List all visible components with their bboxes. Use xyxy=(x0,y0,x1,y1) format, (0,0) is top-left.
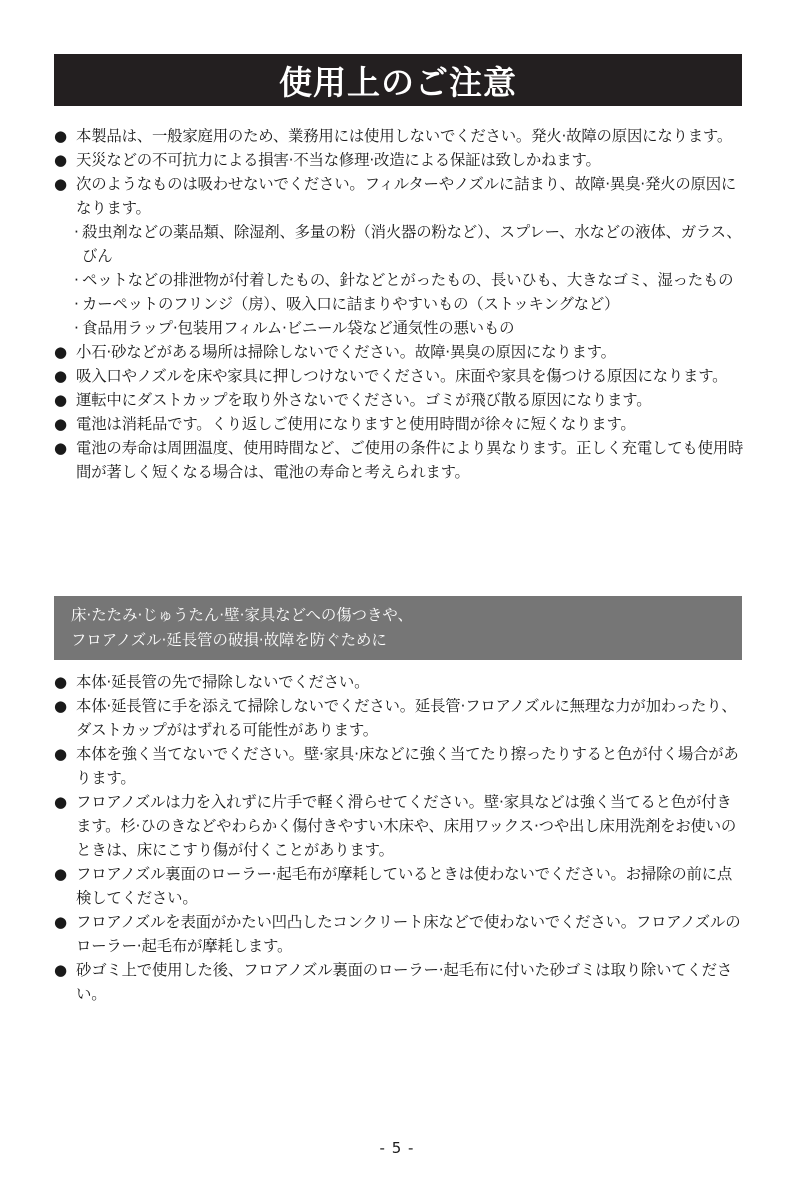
bullet-icon: ● xyxy=(54,793,67,811)
floor-note-text: フロアノズル裏面のローラー·起毛布が摩耗しているときは使わないでください。お掃除の前に点検してください。 xyxy=(76,865,733,907)
sub-list-item xyxy=(54,220,744,268)
list-item xyxy=(54,172,744,220)
sub-bullet-mark: · xyxy=(74,271,79,289)
warning-text: 本製品は、一般家庭用のため、業務用には使用しないでください。発火·故障の原因になります。 xyxy=(76,127,733,145)
sub-bullet-mark: · xyxy=(74,223,79,241)
sub-bullet-mark: · xyxy=(74,295,79,313)
floor-note-text: 本体を強く当てないでください。壁·家具·床などに強く当てたり擦ったりすると色が付く場合があります。 xyxy=(76,745,739,787)
bullet-icon: ● xyxy=(54,439,67,457)
list-item xyxy=(54,910,744,958)
list-item xyxy=(54,340,744,364)
floor-note-text: フロアノズルを表面がかたい凹凸したコンクリート床などで使わないでください。フロアノズルのローラー·起毛布が摩耗します。 xyxy=(76,913,741,955)
bullet-icon: ● xyxy=(54,151,67,169)
sub-list-item xyxy=(54,316,744,340)
warning-text: 天災などの不可抗力による損害·不当な修理·改造による保証は致しかねます。 xyxy=(76,151,601,169)
floor-note-text: フロアノズルは力を入れずに片手で軽く滑らせてください。壁·家具などは強く当てると色が付きます。杉·ひのきなどやわらかく傷付きやすい木床や、床用ワックス·つや出し床用洗剤をお使いのときは、床にこすり傷が付くことがあります。 xyxy=(76,793,737,859)
list-item xyxy=(54,412,744,436)
title-banner xyxy=(54,54,742,106)
list-item xyxy=(54,148,744,172)
warning-text: 電池は消耗品です。くり返しご使用になりますと使用時間が徐々に短くなります。 xyxy=(76,415,636,433)
list-item xyxy=(54,388,744,412)
warning-text: 次のようなものは吸わせないでください。フィルターやノズルに詰まり、故障·異臭·発火の原因になります。 xyxy=(76,175,737,217)
warning-text: 小石·砂などがある場所は掃除しないでください。故障·異臭の原因になります。 xyxy=(76,343,616,361)
sub-item-text: 殺虫剤などの薬品類、除湿剤、多量の粉（消火器の粉など）、スプレー、水などの液体、ガラス、びん xyxy=(82,223,742,265)
page-number: - 5 - xyxy=(379,1139,415,1157)
list-item xyxy=(54,670,744,694)
sub-bullet-mark: · xyxy=(74,319,79,337)
floor-care-list xyxy=(54,670,744,1006)
page-title: 使用上のご注意 xyxy=(279,62,517,102)
list-item xyxy=(54,124,744,148)
list-item xyxy=(54,790,744,862)
bullet-icon: ● xyxy=(54,913,67,931)
list-item xyxy=(54,958,744,1006)
warning-list xyxy=(54,124,744,484)
floor-note-text: 砂ゴミ上で使用した後、フロアノズル裏面のローラー·起毛布に付いた砂ゴミは取り除いてください。 xyxy=(76,961,733,1003)
section-title-line-2: フロアノズル·延長管の破損·故障を防ぐために xyxy=(71,631,387,649)
bullet-icon: ● xyxy=(54,673,67,691)
sub-item-text: 食品用ラップ·包装用フィルム·ビニール袋など通気性の悪いもの xyxy=(82,319,515,337)
list-item xyxy=(54,742,744,790)
bullet-icon: ● xyxy=(54,391,67,409)
list-item xyxy=(54,436,744,484)
warning-text: 電池の寿命は周囲温度、使用時間など、ご使用の条件により異なります。正しく充電しても使用時間が著しく短くなる場合は、電池の寿命と考えられます。 xyxy=(76,439,744,481)
warning-text: 運転中にダストカップを取り外さないでください。ゴミが飛び散る原因になります。 xyxy=(76,391,652,409)
warning-text: 吸入口やノズルを床や家具に押しつけないでください。床面や家具を傷つける原因になります。 xyxy=(76,367,728,385)
bullet-icon: ● xyxy=(54,343,67,361)
section-title-line-1: 床·たたみ·じゅうたん·壁·家具などへの傷つきや、 xyxy=(71,606,413,624)
sub-list-item xyxy=(54,292,744,316)
list-item xyxy=(54,862,744,910)
bullet-icon: ● xyxy=(54,415,67,433)
bullet-icon: ● xyxy=(54,175,67,193)
list-item xyxy=(54,694,744,742)
bullet-icon: ● xyxy=(54,865,67,883)
bullet-icon: ● xyxy=(54,745,67,763)
bullet-icon: ● xyxy=(54,961,67,979)
bullet-icon: ● xyxy=(54,697,67,715)
bullet-icon: ● xyxy=(54,367,67,385)
floor-note-text: 本体·延長管に手を添えて掃除しないでください。延長管·フロアノズルに無理な力が加わったり、ダストカップがはずれる可能性があります。 xyxy=(76,697,737,739)
sub-item-text: カーペットのフリンジ（房）、吸入口に詰まりやすいもの（ストッキングなど） xyxy=(82,295,620,313)
sub-list-item xyxy=(54,268,744,292)
section-header xyxy=(54,596,742,660)
list-item xyxy=(54,364,744,388)
floor-note-text: 本体·延長管の先で掃除しないでください。 xyxy=(76,673,370,691)
sub-item-text: ペットなどの排泄物が付着したもの、針などとがったもの、長いひも、大きなゴミ、湿ったもの xyxy=(82,271,734,289)
bullet-icon: ● xyxy=(54,127,67,145)
